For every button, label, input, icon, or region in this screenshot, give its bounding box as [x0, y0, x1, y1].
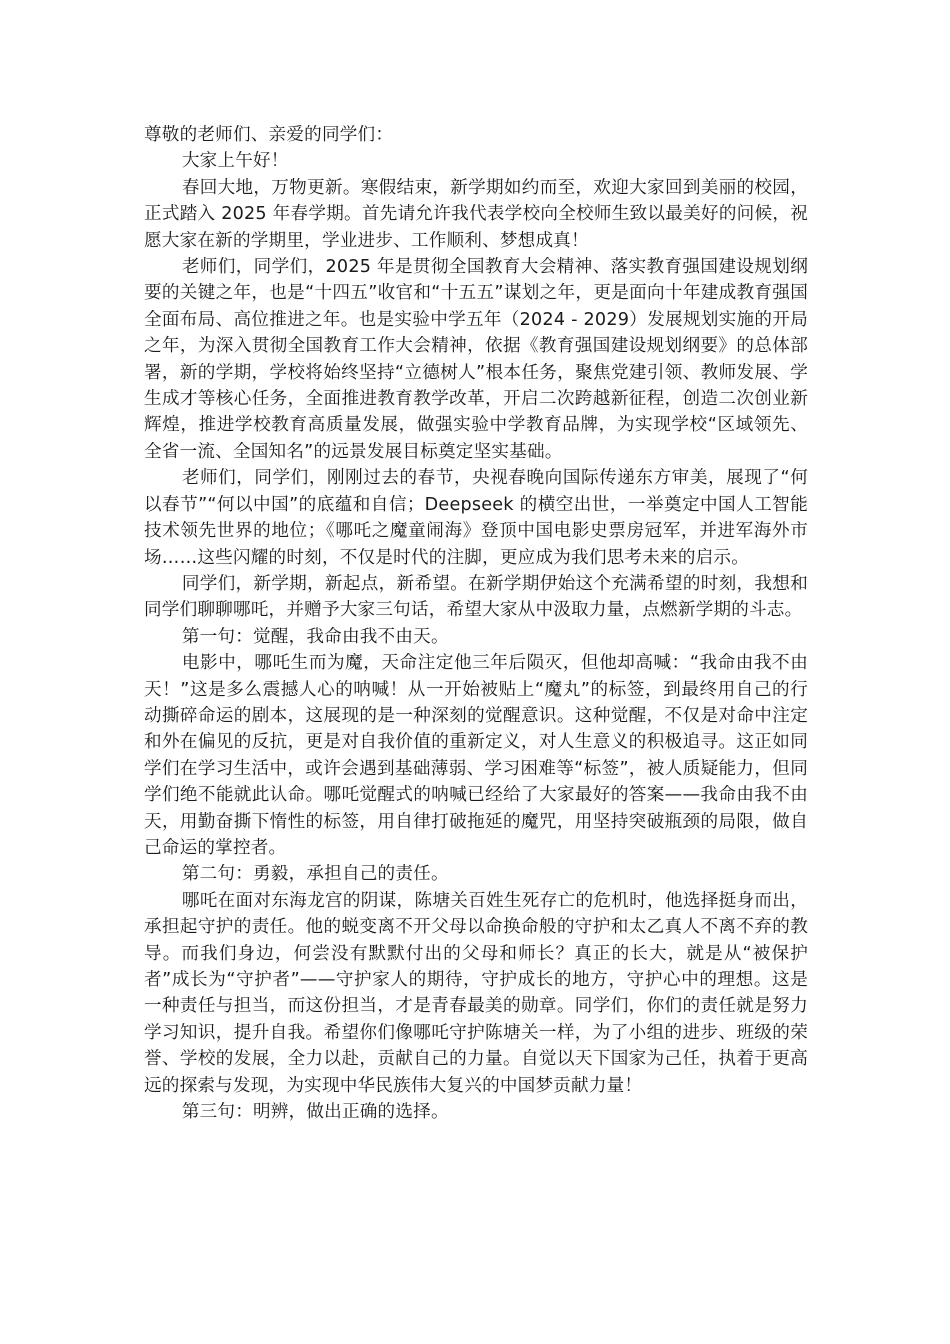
paragraph-welcome: 春回大地，万物更新。寒假结束，新学期如约而至，欢迎大家回到美丽的校园，正式踏入 2025 年春学期。首先请允许我代表学校向全校师生致以最美好的问候，祝愿大家在新的学期里，学业进步、工作顺利、梦想成真！ [144, 177, 808, 251]
paragraph-spring-festival: 老师们，同学们，刚刚过去的春节，央视春晚向国际传递东方审美，展现了“何以春节”“何以中国”的底蕴和自信；Deepseek 的横空出世，一举奠定中国人工智能技术领先世界的地位；《哪吒之魔童闹海》登顶中国电影史票房冠军，并进军海外市场……这些闪耀的时刻，不仅是时代的注脚，更应成为我们思考未来的启示。 [144, 468, 808, 568]
paragraph-awakening: 电影中，哪吒生而为魔，天命注定他三年后陨灭，但他却高喊：“我命由我不由天！”这是多么震撼人心的呐喊！从一开始被贴上“魔丸”的标签，到最终用自己的行动撕碎命运的剧本，这展现的是一种深刻的觉醒意识。这种觉醒，不仅是对命中注定和外在偏见的反抗，更是对自我价值的重新定义，对人生意义的积极追寻。这正如同学们在学习生活中，或许会遇到基础薄弱、学习困难等“标签”，被人质疑能力，但同学们绝不能就此认命。哪吒觉醒式的呐喊已经给了大家最好的答案——我命由我不由天，用勤奋撕下惰性的标签，用自律打破拖延的魔咒，用坚持突破瓶颈的局限，做自己命运的掌控者。 [144, 653, 808, 858]
speech-body [144, 122, 808, 1125]
heading-second-sentence: 第二句：勇毅，承担自己的责任。 [181, 864, 449, 885]
paragraph-new-term: 同学们，新学期，新起点，新希望。在新学期伊始这个充满希望的时刻，我想和同学们聊聊哪吒，并赠予大家三句话，希望大家从中汲取力量，点燃新学期的斗志。 [144, 573, 808, 621]
heading-third-sentence: 第三句：明辨，做出正确的选择。 [181, 1102, 449, 1123]
heading-first-sentence: 第一句：觉醒，我命由我不由天。 [181, 626, 449, 647]
paragraph-2025-goals: 老师们，同学们，2025 年是贯彻全国教育大会精神、落实教育强国建设规划纲要的关键之年，也是“十四五”收官和“十五五”谋划之年，更是面向十年建成教育强国全面布局、高位推进之年。也是实验中学五年（2024 - 2029）发展规划实施的开局之年，为深入贯彻全国教育工作大会精神，依据《教育强国建设规划纲要》的总体部署，新的学期，学校将始终坚持“立德树人”根本任务，聚焦党建引领、教师发展、学生成才等核心任务，全面推进教育教学改革，开启二次跨越新征程，创造二次创业新辉煌，推进学校教育高质量发展，做强实验中学教育品牌，为实现学校“区域领先、全省一流、全国知名”的远景发展目标奠定坚实基础。 [144, 257, 808, 462]
paragraph-opening: 大家上午好！ [181, 151, 289, 172]
salutation: 尊敬的老师们、亲爱的同学们： [144, 125, 394, 145]
paragraph-responsibility: 哪吒在面对东海龙宫的阴谋，陈塘关百姓生死存亡的危机时，他选择挺身而出，承担起守护的责任。他的蜕变离不开父母以命换命般的守护和太乙真人不离不弃的教导。而我们身边，何尝没有默默付出的父母和师长？真正的长大，就是从“被保护者”成长为“守护者”——守护家人的期待，守护成长的地方，守护心中的理想。这是一种责任与担当，而这份担当，才是青春最美的勋章。同学们，你们的责任就是努力学习知识，提升自我。希望你们像哪吒守护陈塘关一样，为了小组的进步、班级的荣誉、学校的发展，全力以赴，贡献自己的力量。自觉以天下国家为己任，执着于更高远的探索与发现，为实现中华民族伟大复兴的中国梦贡献力量！ [144, 890, 808, 1096]
